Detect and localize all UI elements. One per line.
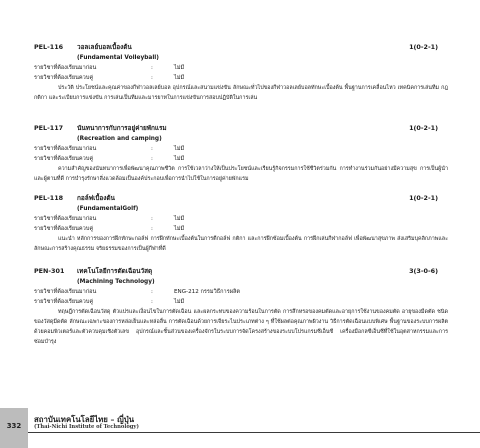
course-header <box>34 193 448 204</box>
prerequisite-row: รายวิชาที่ต้องเรียนมาก่อน : ไม่มี <box>34 146 185 152</box>
prerequisite-value: ไม่มี <box>174 146 185 152</box>
institute-name-en: (Thai-Nichi Institute of Technology) <box>34 424 139 430</box>
corequisite-row: รายวิชาที่ต้องเรียนควบคู่ : ไม่มี <box>34 75 185 81</box>
course-description: ทฤษฎีการตัดเฉือนวัสดุ ตัวแปรและเงื่อนไขในการตัดเฉือน และผลกระทบของความร้อนในการตัด การสึกหรอของคมตัดและอายุการใช้งานของคมตัด อายุของมีดตัด ชนิดของวัสดุมีดตัด ลักษณะเฉพาะของการหล่อเย็นและหล่อลื่น การตัดเฉือนด้วยการเจียระไนประเภทต่าง ๆ ที่ใช้ผลต่อคุณภาพผิวงาน วิธีการตัดเฉือนแบบพิเศษ พื้นฐานของระบบการผลิตด้วยคอมพิวเตอร์และตัวควบคุมเชิงตัวเลข อุปกรณ์และชิ้นส่วนของเครื่องจักรในระบบการจัดโครงสร้างของระบบโปรแกรมซีเอ็นซี เครื่องมือกลซีเอ็นซีที่ใช้ในอุตสาหกรรมและการซ่อมบำรุง <box>34 309 448 345</box>
institute-name-th: สถาบันเทคโนโลยีไทย – ญี่ปุ่น <box>34 415 135 424</box>
course-entry <box>34 193 448 254</box>
course-header <box>34 123 448 134</box>
course-title-en: (FundamentalGolf) <box>77 206 139 212</box>
corequisite-row: รายวิชาที่ต้องเรียนควบคู่ : ไม่มี <box>34 299 185 305</box>
corequisite-value: ไม่มี <box>174 226 185 232</box>
course-credits: 1(0-2-1) <box>409 43 438 51</box>
corequisite-value: ไม่มี <box>174 75 185 81</box>
corequisite-label: รายวิชาที่ต้องเรียนควบคู่ <box>34 299 94 305</box>
prerequisite-value: ENG-212 กรรมวิธีการผลิต <box>174 289 241 295</box>
course-entry <box>34 123 448 184</box>
page-number: 332 <box>6 422 22 430</box>
course-title-th: กอล์ฟเบื้องต้น <box>77 194 115 202</box>
corequisite-row: รายวิชาที่ต้องเรียนควบคู่ : ไม่มี <box>34 156 185 162</box>
prerequisite-row: รายวิชาที่ต้องเรียนมาก่อน : ไม่มี <box>34 216 185 222</box>
page-footer <box>0 408 480 448</box>
footer-rule <box>28 432 480 433</box>
course-header <box>34 266 448 277</box>
course-code: PEL-117 <box>34 124 64 132</box>
course-entry <box>34 42 448 103</box>
course-header <box>34 42 448 53</box>
course-title-th: เทคโนโลยีการตัดเฉือนวัสดุ <box>77 267 153 275</box>
course-description: แนะนำ หลักการของการฝึกทักษะกอล์ฟ การฝึกทักษะเบื้องต้นในการตีกอล์ฟ กติกา และการฝึกซ้อมเบื้องต้น การฝึกเล่นกีฬากอล์ฟ เพื่อพัฒนาสุขภาพ ส่งเสริมบุคลิกภาพและลักษณะการสร้างคุณธรรม จริยธรรมของการเป็นผู้กีฬาที่ดี <box>34 236 448 252</box>
course-description: ประวัติ ประโยชน์และคุณค่าของกีฬาวอลเลย์บอล อุปกรณ์และสนามแข่งขัน ลักษณะทั่วไปของกีฬาวอลเลย์บอลทักษะเบื้องต้น พื้นฐานการเคลื่อนไหว เทคนิคการเล่นทีม กฎ กติกา และระเบียบการแข่งขัน การเล่นเป็นทีมและมารยาทในการแข่งขันการสอบปฏิบัติในการเล่น <box>34 85 448 101</box>
course-credits: 1(0-2-1) <box>409 124 438 132</box>
corequisite-value: ไม่มี <box>174 156 185 162</box>
prerequisite-label: รายวิชาที่ต้องเรียนมาก่อน <box>34 65 97 71</box>
course-credits: 3(3-0-6) <box>409 267 438 275</box>
prerequisite-row: รายวิชาที่ต้องเรียนมาก่อน : ENG-212 กรรมวิธีการผลิต <box>34 289 241 295</box>
prerequisite-label: รายวิชาที่ต้องเรียนมาก่อน <box>34 146 97 152</box>
course-entry <box>34 266 448 347</box>
corequisite-label: รายวิชาที่ต้องเรียนควบคู่ <box>34 75 94 81</box>
prerequisite-row: รายวิชาที่ต้องเรียนมาก่อน : ไม่มี <box>34 65 185 71</box>
course-code: PEL-116 <box>34 43 64 51</box>
prerequisite-label: รายวิชาที่ต้องเรียนมาก่อน <box>34 216 97 222</box>
corequisite-value: ไม่มี <box>174 299 185 305</box>
corequisite-label: รายวิชาที่ต้องเรียนควบคู่ <box>34 226 94 232</box>
course-title-th: นันทนาการกับการอยู่ค่ายพักแรม <box>77 124 167 132</box>
course-title-en: (Fundamental Volleyball) <box>77 55 159 61</box>
course-code: PEN-301 <box>34 267 65 275</box>
prerequisite-value: ไม่มี <box>174 65 185 71</box>
prerequisite-value: ไม่มี <box>174 216 185 222</box>
course-title-en: (Recreation and camping) <box>77 136 162 142</box>
course-description: ความสำคัญของนันทนาการเพื่อพัฒนาคุณภาพชีวิต การใช้เวลาว่างให้เป็นประโยชน์และเรียนรู้กิจกรรมการใช้ชีวิตร่วมกัน การทำงานร่วมกันอย่างมีความสุข การเป็นผู้นำและผู้ตามที่ดี การบำรุงรักษาสิ่งแวดล้อมเป็นองค์ประกอบเพื่อการนำไปใช้ในการอยู่ค่ายพักแรม <box>34 166 448 182</box>
course-code: PEL-118 <box>34 194 64 202</box>
course-title-en: (Machining Technology) <box>77 279 155 285</box>
course-credits: 1(0-2-1) <box>409 194 438 202</box>
corequisite-label: รายวิชาที่ต้องเรียนควบคู่ <box>34 156 94 162</box>
prerequisite-label: รายวิชาที่ต้องเรียนมาก่อน <box>34 289 97 295</box>
course-title-th: วอลเลย์บอลเบื้องต้น <box>77 43 132 51</box>
corequisite-row: รายวิชาที่ต้องเรียนควบคู่ : ไม่มี <box>34 226 185 232</box>
